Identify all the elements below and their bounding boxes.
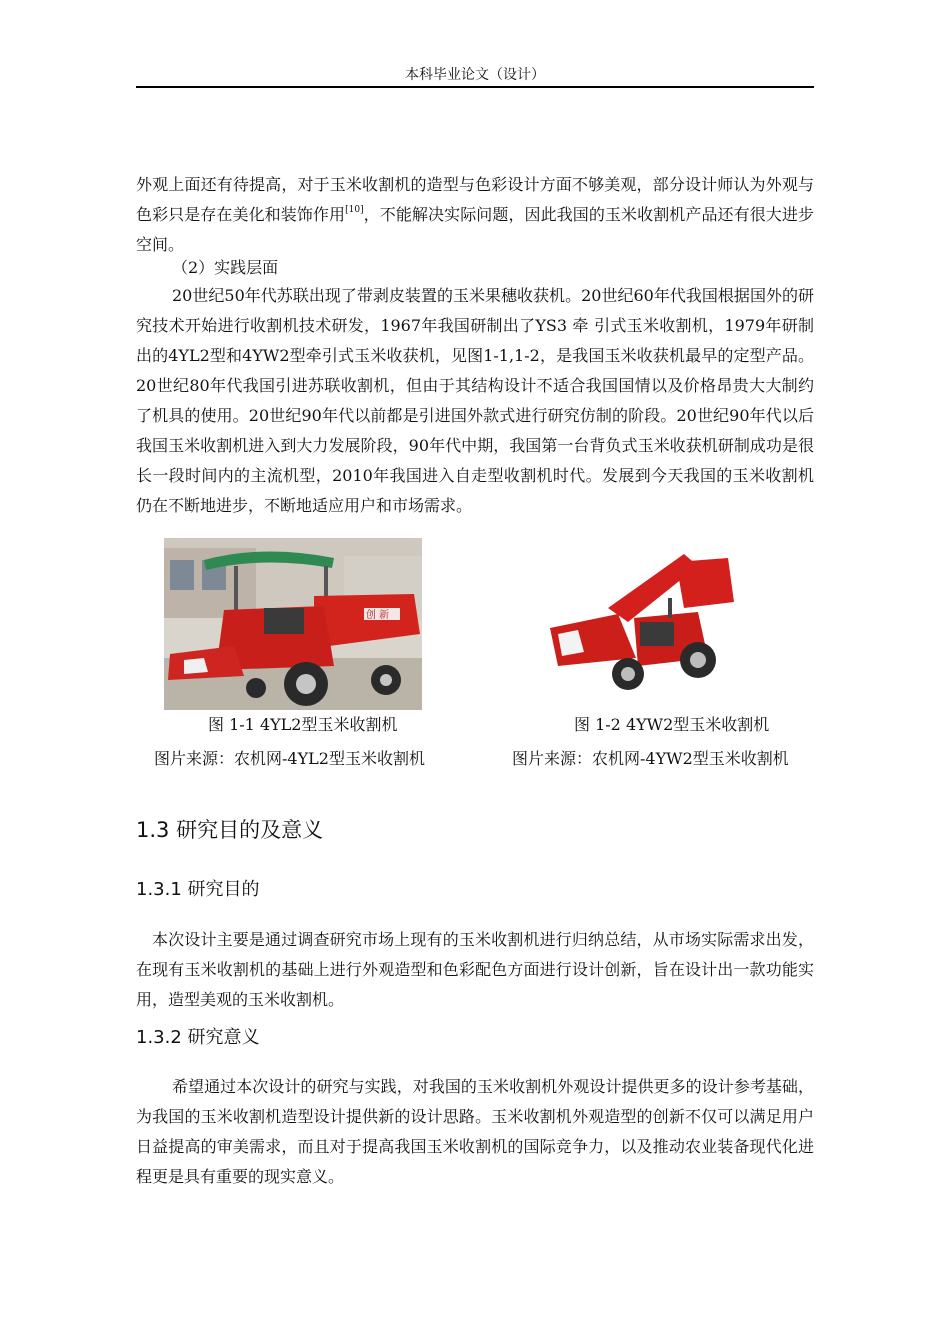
page-header: 本科毕业论文（设计） bbox=[405, 67, 545, 83]
figure-1-1-caption: 图 1-1 4YL2型玉米收割机 bbox=[208, 715, 398, 734]
figure-1-1-source: 图片来源：农机网-4YL2型玉米收割机 bbox=[154, 749, 425, 768]
figure-1-2-caption: 图 1-2 4YW2型玉米收割机 bbox=[574, 715, 770, 734]
citation-ref: [10] bbox=[345, 205, 364, 215]
header-divider bbox=[136, 86, 814, 88]
research-significance-paragraph: 希望通过本次设计的研究与实践，对我国的玉米收割机外观设计提供更多的设计参考基础，为我国的玉米收割机造型设计提供新的设计思路。玉米收割机外观造型的创新不仅可以满足用户日益提高的审美需求，而且对于提高我国玉米收割机的国际竞争力，以及推动农业装备现代化进程更是具有重要的现实意义。 bbox=[136, 1077, 814, 1186]
figure-1-2-source: 图片来源：农机网-4YW2型玉米收割机 bbox=[512, 749, 789, 768]
section-heading-1-3-1: 1.3.1 研究目的 bbox=[136, 879, 260, 900]
intro-text-b: ，不能解决实际问题，因此我国的玉米收割机产品还有很大进步空间。 bbox=[136, 205, 814, 254]
figure-1-1-image bbox=[164, 538, 422, 710]
harvester-4yl2-illustration bbox=[164, 538, 422, 710]
intro-text-a: 外观上面还有待提高，对于玉米收割机的造型与色彩设计方面不够美观，部分设计师认为外观与色彩只是存在美化和装饰作用 bbox=[136, 175, 814, 224]
hopper-paint-text: 创 新 bbox=[366, 610, 390, 621]
harvester-4yw2-illustration bbox=[548, 548, 734, 698]
section-heading-1-3-2: 1.3.2 研究意义 bbox=[136, 1027, 260, 1048]
practice-subheading: （2）实践层面 bbox=[172, 258, 279, 277]
intro-paragraph bbox=[136, 170, 814, 260]
section-heading-1-3: 1.3 研究目的及意义 bbox=[136, 818, 324, 842]
figure-1-2-image bbox=[548, 548, 734, 698]
practice-paragraph: 20世纪50年代苏联出现了带剥皮装置的玉米果穗收获机。20世纪60年代我国根据国外的研究技术开始进行收割机技术研发，1967年我国研制出了YS3 牵 引式玉米收割机，1979年研制出的4YL2型和4YW2型牵引式玉米收获机，见图1-1,1-2，是我国玉米收获机最早的定型产品。20世纪80年代我国引进苏联收割机，但由于其结构设计不适合我国国情以及价格昂贵大大制约了机具的使用。20世纪90年代以前都是引进国外款式进行研究仿制的阶段。20世纪90年代以后我国玉米收割机进入到大力发展阶段，90年代中期，我国第一台背负式玉米收获机研制成功是很长一段时间内的主流机型，2010年我国进入自走型收割机时代。发展到今天我国的玉米收割机仍在不断地进步，不断地适应用户和市场需求。 bbox=[136, 286, 814, 515]
research-purpose-paragraph: 本次设计主要是通过调查研究市场上现有的玉米收割机进行归纳总结，从市场实际需求出发，在现有玉米收割机的基础上进行外观造型和色彩配色方面进行设计创新，旨在设计出一款功能实用，造型美观的玉米收割机。 bbox=[136, 930, 814, 1009]
